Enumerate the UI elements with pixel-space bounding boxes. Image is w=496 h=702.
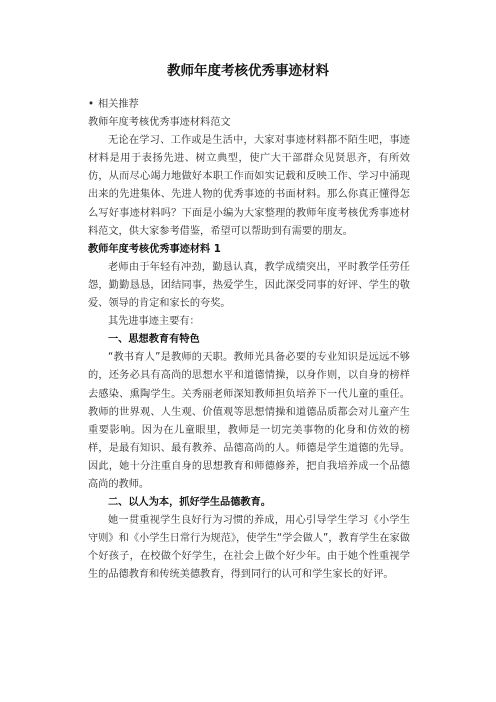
paragraph-1: 老师由于年轻有冲劲，勤恳认真，教学成绩突出，平时教学任劳任怨，勤勤恳恳，团结同事，热爱学生，因此深受同事的好评、学生的敬爱、领导的肯定和家长的夸奖。 bbox=[88, 261, 410, 310]
paragraph-4: 她一贯重视学生良好行为习惯的养成，用心引导学生学习《小学生守则》和《小学生日常行为规范》，使学生“学会做人”，教育学生在家做个好孩子，在校做个好学生，在社会上做个好少年。由于她个性重视学生的品德教育和传统美德教育，得到同行的认可和学生家长的好评。 bbox=[88, 515, 410, 581]
section-heading-1: 教师年度考核优秀事迹材料 1 bbox=[88, 243, 221, 255]
bullet-icon: • bbox=[88, 99, 95, 110]
subheading-one: 一、思想教育有特色 bbox=[108, 334, 200, 346]
related-label: 相关推荐 bbox=[98, 99, 139, 110]
document-title: 教师年度考核优秀事迹材料 bbox=[167, 63, 329, 79]
intro-paragraph: 无论在学习、工作或是生活中，大家对事迹材料都不陌生吧，事迹材料是用于表扬先进、树立典型，使广大干部群众见贤思齐，有所效仿，从而尽心竭力地做好本职工作而如实记载和反映工作、学习中涌现出来的先进集体、先进人物的优秀事迹的书面材料。那么你真正懂得怎么写好事迹材料吗？下面是小编为大家整理的教师年度考核优秀事迹材料范文，供大家参考借鉴，希望可以帮助到有需要的朋友。 bbox=[88, 135, 410, 237]
document-body bbox=[88, 96, 410, 585]
subheading-two: 二、以人为本，抓好学生品德教育。 bbox=[108, 497, 271, 509]
paragraph-3: “教书育人”是教师的天职。教师光具备必要的专业知识是远远不够的，还务必具有高尚的思想水平和道德情操，以身作则，以自身的榜样去感染、熏陶学生。关秀丽老师深知教师担负培养下一代儿童的重任。教师的世界观、人生观、价值观等思想情操和道德品质都会对儿童产生重要影响。因为在儿童眼里，教师是一切完美事物的化身和仿效的榜样，是最有知识、最有教养、品德高尚的人。师德是学生道德的先导。因此，她十分注重自身的思想教育和师德修养，把自我培养成一个品德高尚的教师。 bbox=[88, 352, 410, 490]
related-recommendation[interactable] bbox=[88, 96, 410, 114]
paragraph-2: 其先进事迹主要有： bbox=[108, 316, 200, 328]
sample-label: 教师年度考核优秀事迹材料范文 bbox=[88, 117, 231, 129]
